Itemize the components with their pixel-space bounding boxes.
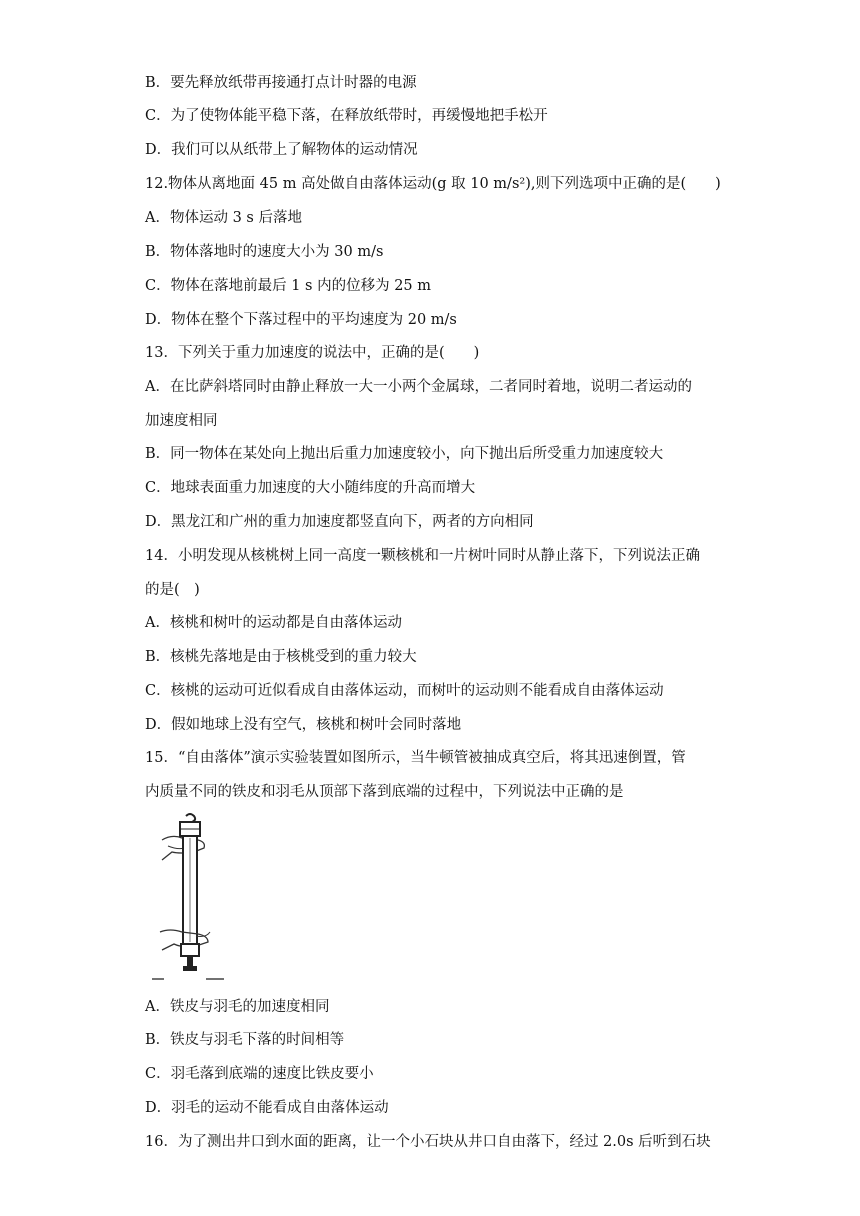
line-7: C．物体在落地前最后 1 s 内的位移为 25 m [145, 278, 432, 294]
line-16: 的是( ) [145, 582, 200, 598]
line-5: A．物体运动 3 s 后落地 [145, 210, 302, 226]
line-13: C．地球表面重力加速度的大小随纬度的升高而增大 [145, 480, 476, 496]
line-20: D．假如地球上没有空气，核桃和树叶会同时落地 [145, 717, 462, 733]
line-8: D．物体在整个下落过程中的平均速度为 20 m/s [145, 312, 457, 328]
line-6: B．物体落地时的速度大小为 30 m/s [145, 244, 384, 260]
line-24: B．铁皮与羽毛下落的时间相等 [145, 1032, 345, 1048]
line-19: C．核桃的运动可近似看成自由落体运动，而树叶的运动则不能看成自由落体运动 [145, 683, 664, 699]
line-12: B．同一物体在某处向上抛出后重力加速度较小，向下抛出后所受重力加速度较大 [145, 446, 664, 462]
line-4: 12.物体从离地面 45 m 高处做自由落体运动(g 取 10 m/s²),则下列选项中正确的是( ) [145, 176, 721, 192]
newton-tube-figure [150, 812, 230, 982]
line-23: A．铁皮与羽毛的加速度相同 [145, 999, 330, 1015]
line-1: B．要先释放纸带再接通打点计时器的电源 [145, 75, 417, 91]
line-15: 14．小明发现从核桃树上同一高度一颗核桃和一片树叶同时从静止落下，下列说法正确 [145, 548, 700, 564]
line-26: D．羽毛的运动不能看成自由落体运动 [145, 1100, 389, 1116]
line-17: A．核桃和树叶的运动都是自由落体运动 [145, 615, 402, 631]
line-22: 内质量不同的铁皮和羽毛从顶部下落到底端的过程中，下列说法中正确的是 [145, 784, 624, 800]
line-10: A．在比萨斜塔同时由静止释放一大一小两个金属球，二者同时着地，说明二者运动的 [145, 379, 692, 395]
line-27: 16．为了测出井口到水面的距离，让一个小石块从井口自由落下，经过 2.0s 后听到石块 [145, 1134, 711, 1150]
line-25: C．羽毛落到底端的速度比铁皮要小 [145, 1066, 374, 1082]
line-2: C．为了使物体能平稳下落，在释放纸带时，再缓慢地把手松开 [145, 108, 548, 124]
line-21: 15．“自由落体”演示实验装置如图所示，当牛顿管被抽成真空后，将其迅速倒置，管 [145, 750, 686, 766]
line-14: D．黑龙江和广州的重力加速度都竖直向下，两者的方向相同 [145, 514, 534, 530]
line-3: D．我们可以从纸带上了解物体的运动情况 [145, 142, 418, 158]
line-11: 加速度相同 [145, 413, 218, 429]
line-18: B．核桃先落地是由于核桃受到的重力较大 [145, 649, 417, 665]
line-9: 13．下列关于重力加速度的说法中，正确的是( ) [145, 345, 480, 361]
newton-tube-illustration [150, 812, 230, 982]
